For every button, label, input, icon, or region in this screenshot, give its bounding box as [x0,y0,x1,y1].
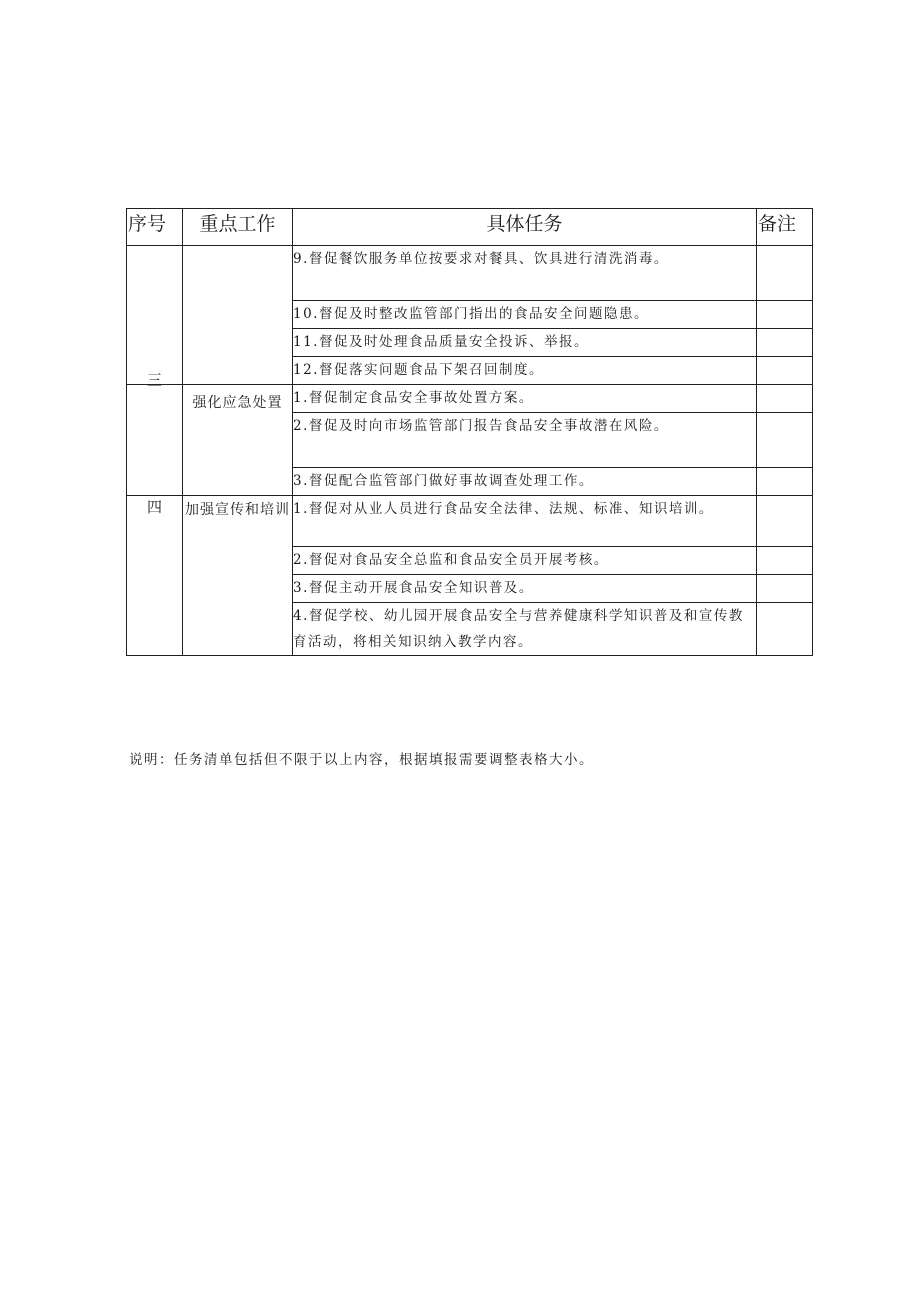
remarks-cell [757,547,813,575]
group-key-work [183,246,293,385]
group-number [127,371,183,496]
group-number: 四 [127,496,183,656]
remarks-cell [757,246,813,301]
group-number [127,246,183,385]
group-key-work: 加强宣传和培训 [183,496,293,656]
remarks-cell [757,575,813,603]
task-cell: 11.督促及时处理食品质量安全投诉、举报。 [293,329,757,357]
table-header-row [127,209,813,246]
task-cell: 3.督促配合监管部门做好事故调查处理工作。 [293,468,757,496]
table-row [127,385,813,413]
table-row [127,496,813,547]
task-cell: 1.督促制定食品安全事故处置方案。 [293,385,757,413]
remarks-cell [757,496,813,547]
remarks-cell [757,468,813,496]
header-key-work: 重点工作 [183,209,293,246]
task-cell: 2.督促对食品安全总监和食品安全员开展考核。 [293,547,757,575]
table-note: 说明：任务清单包括但不限于以上内容，根据填报需要调整表格大小。 [129,752,594,768]
task-cell: 3.督促主动开展食品安全知识普及。 [293,575,757,603]
task-cell: 1.督促对从业人员进行食品安全法律、法规、标准、知识培训。 [293,496,757,547]
remarks-cell [757,413,813,468]
header-specific-task: 具体任务 [293,209,757,246]
task-cell: 10.督促及时整改监管部门指出的食品安全问题隐患。 [293,301,757,329]
task-cell: 4.督促学校、幼儿园开展食品安全与营养健康科学知识普及和宣传教育活动，将相关知识纳入教学内容。 [293,603,757,656]
table-row [127,246,813,301]
task-cell: 12.督促落实问题食品下架召回制度。 [293,357,757,385]
header-no: 序号 [127,209,183,246]
remarks-cell [757,603,813,656]
remarks-cell [757,329,813,357]
remarks-cell [757,385,813,413]
header-remarks: 备注 [757,209,813,246]
group-key-work [183,385,293,496]
remarks-cell [757,301,813,329]
group-number-text: 三 [146,371,162,389]
task-list-table [126,208,813,656]
task-cell: 9.督促餐饮服务单位按要求对餐具、饮具进行清洗消毒。 [293,246,757,301]
remarks-cell [757,357,813,385]
task-cell: 2.督促及时向市场监管部门报告食品安全事故潜在风险。 [293,413,757,468]
group-key-work-text: 强化应急处置 [192,395,283,411]
